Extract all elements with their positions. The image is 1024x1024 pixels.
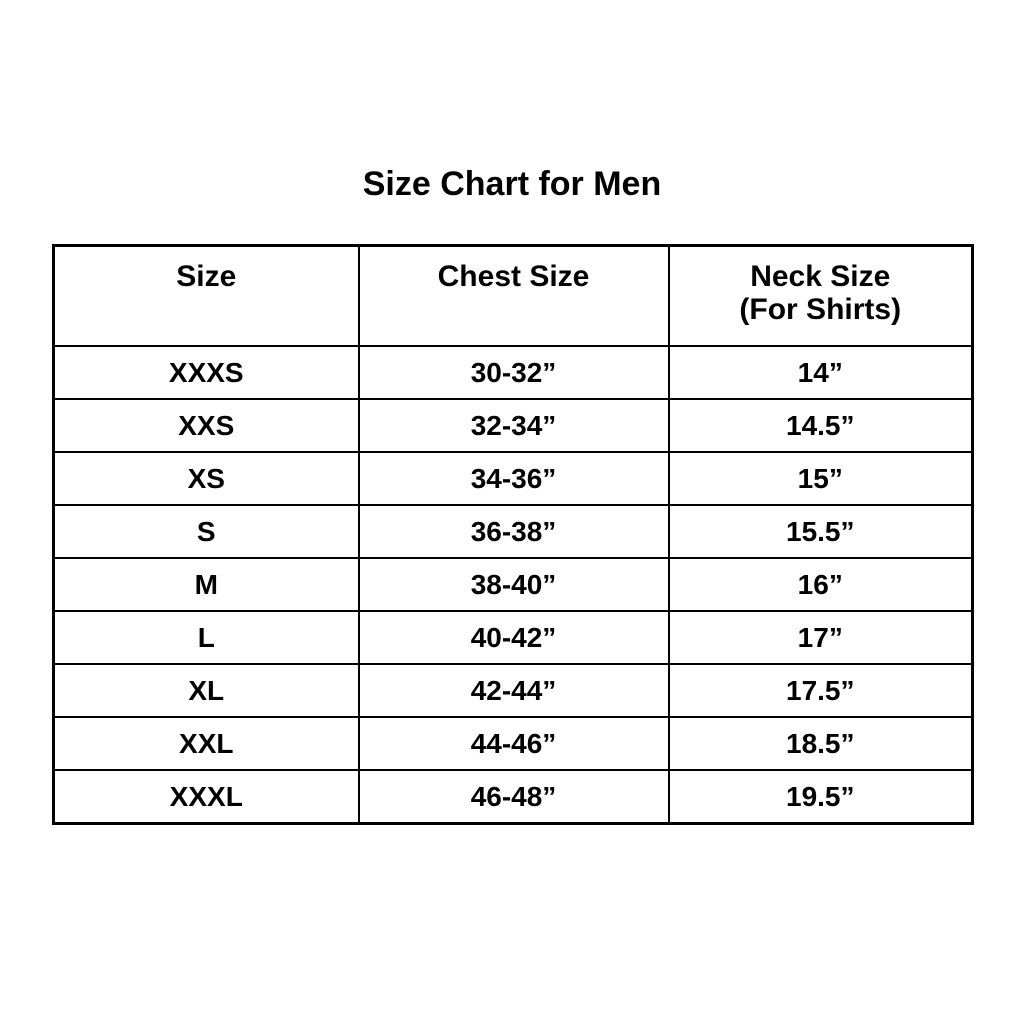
cell-size: XXS	[54, 399, 359, 452]
cell-chest-size: 42-44”	[359, 664, 669, 717]
cell-chest-size: 44-46”	[359, 717, 669, 770]
header-chest-size	[359, 246, 669, 347]
cell-neck-size: 17.5”	[669, 664, 973, 717]
table-row	[54, 346, 973, 399]
header-size-label: Size	[176, 260, 237, 293]
header-row	[54, 246, 973, 347]
cell-size: XXL	[54, 717, 359, 770]
cell-size: S	[54, 505, 359, 558]
header-size	[54, 246, 359, 347]
cell-neck-size: 14.5”	[669, 399, 973, 452]
cell-chest-size: 34-36”	[359, 452, 669, 505]
page-title: Size Chart for Men	[362, 165, 662, 203]
header-neck-size-sublabel: (For Shirts)	[739, 293, 902, 326]
table-row	[54, 558, 973, 611]
cell-neck-size: 18.5”	[669, 717, 973, 770]
table-row	[54, 505, 973, 558]
header-neck-size-label: Neck Size	[750, 260, 891, 293]
cell-neck-size: 19.5”	[669, 770, 973, 824]
cell-chest-size: 30-32”	[359, 346, 669, 399]
cell-chest-size: 32-34”	[359, 399, 669, 452]
table-row	[54, 399, 973, 452]
table-row	[54, 717, 973, 770]
size-chart-table	[52, 244, 974, 825]
cell-neck-size: 16”	[669, 558, 973, 611]
cell-size: L	[54, 611, 359, 664]
cell-neck-size: 14”	[669, 346, 973, 399]
cell-size: XXXL	[54, 770, 359, 824]
cell-chest-size: 36-38”	[359, 505, 669, 558]
cell-chest-size: 46-48”	[359, 770, 669, 824]
table-row	[54, 664, 973, 717]
cell-size: M	[54, 558, 359, 611]
table-row	[54, 452, 973, 505]
cell-neck-size: 15.5”	[669, 505, 973, 558]
cell-neck-size: 15”	[669, 452, 973, 505]
cell-chest-size: 40-42”	[359, 611, 669, 664]
header-chest-size-label: Chest Size	[437, 260, 590, 293]
table-header	[54, 246, 973, 347]
table-row	[54, 611, 973, 664]
cell-neck-size: 17”	[669, 611, 973, 664]
size-table-body	[54, 346, 973, 824]
cell-chest-size: 38-40”	[359, 558, 669, 611]
cell-size: XXXS	[54, 346, 359, 399]
header-neck-size	[669, 246, 973, 347]
cell-size: XL	[54, 664, 359, 717]
cell-size: XS	[54, 452, 359, 505]
table-row	[54, 770, 973, 824]
